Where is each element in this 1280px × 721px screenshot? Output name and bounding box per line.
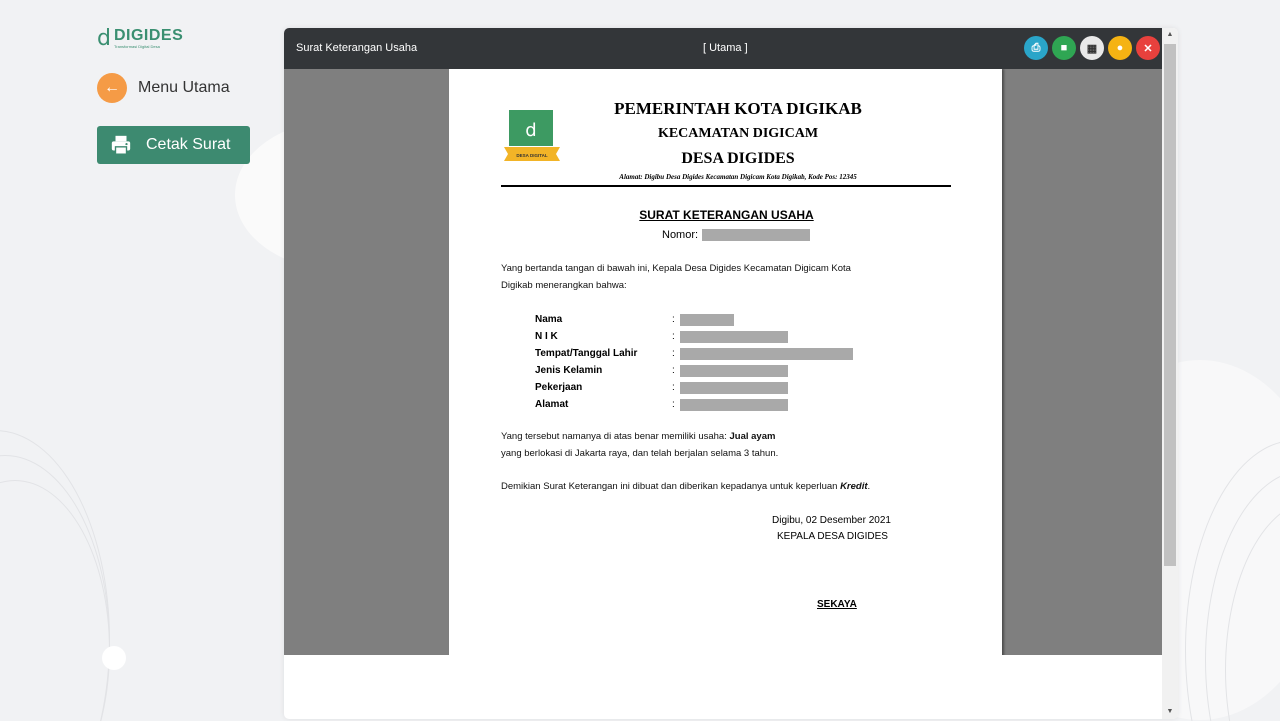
logo-mark: d	[97, 26, 111, 51]
field-row	[535, 362, 788, 379]
arrow-left-icon: ←	[97, 73, 127, 103]
intro-paragraph	[501, 260, 851, 294]
viewer-title: Surat Keterangan Usaha	[296, 42, 418, 54]
field-label: Alamat	[535, 399, 569, 410]
viewer-titlebar	[284, 28, 1162, 69]
scroll-down-icon[interactable]: ▼	[1166, 708, 1174, 715]
field-label: Pekerjaan	[535, 382, 583, 393]
settings-icon[interactable]: ●	[1108, 36, 1132, 60]
document-canvas[interactable]	[284, 69, 1162, 655]
letter-number	[662, 229, 810, 241]
logo-tagline: Transformasi Digital Desa	[113, 44, 160, 49]
printer-icon	[110, 134, 132, 156]
logo-name: DIGIDES	[113, 27, 184, 44]
letter-title: SURAT KETERANGAN USAHA	[639, 208, 814, 222]
letter-page	[449, 69, 1002, 655]
signature-date: Digibu, 02 Desember 2021	[772, 515, 891, 526]
field-row	[535, 328, 788, 345]
field-colon: :	[672, 399, 675, 410]
field-colon: :	[672, 382, 675, 393]
kop-address: Alamat: Digibu Desa Digides Kecamatan Digicam Kota Digikab, Kode Pos: 12345	[619, 173, 857, 181]
intro-line-1: Yang bertanda tangan di bawah ini, Kepala Desa Digides Kecamatan Digicam Kota	[501, 263, 851, 274]
document-viewer	[284, 28, 1178, 719]
field-row	[535, 396, 788, 413]
business-paragraph	[501, 428, 778, 462]
app-logo[interactable]	[97, 28, 183, 50]
field-colon: :	[672, 331, 675, 342]
lock-icon[interactable]: ■	[1052, 36, 1076, 60]
business-name: Jual ayam	[729, 431, 776, 442]
svg-text:d: d	[525, 120, 537, 141]
field-label: Tempat/Tanggal Lahir	[535, 348, 638, 359]
field-colon: :	[672, 365, 675, 376]
menu-utama-link[interactable]	[97, 73, 230, 103]
field-colon: :	[672, 348, 675, 359]
intro-line-2: Digikab menerangkan bahwa:	[501, 280, 627, 291]
menu-utama-label: Menu Utama	[138, 79, 230, 96]
purpose-paragraph	[501, 478, 870, 495]
viewer-scrollbar[interactable]	[1162, 28, 1178, 719]
kop-divider	[501, 185, 951, 187]
field-value-redacted	[680, 382, 788, 394]
viewer-center-title: [ Utama ]	[703, 42, 748, 54]
field-value-redacted	[680, 399, 788, 411]
kop-line-2: KECAMATAN DIGICAM	[657, 126, 819, 141]
cetak-surat-button[interactable]	[97, 126, 250, 164]
business-prefix: Yang tersebut namanya di atas benar memiliki usaha:	[501, 431, 727, 442]
kop-line-3: DESA DIGIDES	[681, 150, 795, 167]
purpose-value: Kredit	[840, 481, 868, 492]
business-line-2: yang berlokasi di Jakarta raya, dan telah berjalan selama 3 tahun.	[501, 448, 779, 459]
village-logo-text: DESA DIGITAL	[516, 153, 548, 158]
field-row	[535, 311, 734, 328]
field-value-redacted	[680, 348, 853, 360]
field-label: N I K	[535, 331, 558, 342]
field-label: Jenis Kelamin	[535, 365, 603, 376]
purpose-suffix: .	[867, 481, 871, 492]
signature-title: KEPALA DESA DIGIDES	[777, 531, 888, 542]
nomor-label: Nomor:	[662, 229, 699, 241]
field-colon: :	[672, 314, 675, 325]
viewer-toolbar	[1024, 36, 1160, 60]
nomor-redaction	[702, 229, 810, 241]
kop-line-1: PEMERINTAH KOTA DIGIKAB	[614, 99, 862, 118]
field-row	[535, 345, 853, 362]
field-value-redacted	[680, 314, 734, 326]
field-label: Nama	[535, 314, 563, 325]
field-value-redacted	[680, 365, 788, 377]
signature-name: SEKAYA	[817, 599, 857, 610]
decor-dot	[102, 646, 126, 670]
cetak-surat-label: Cetak Surat	[146, 136, 231, 153]
scroll-up-icon[interactable]: ▲	[1166, 31, 1174, 38]
scrollbar-thumb[interactable]	[1164, 44, 1176, 566]
close-icon[interactable]: ✕	[1136, 36, 1160, 60]
purpose-prefix: Demikian Surat Keterangan ini dibuat dan diberikan kepadanya untuk keperluan	[501, 481, 838, 492]
field-value-redacted	[680, 331, 788, 343]
field-row	[535, 379, 788, 396]
print-icon[interactable]: ⎙	[1024, 36, 1048, 60]
qr-icon[interactable]: ▦	[1080, 36, 1104, 60]
